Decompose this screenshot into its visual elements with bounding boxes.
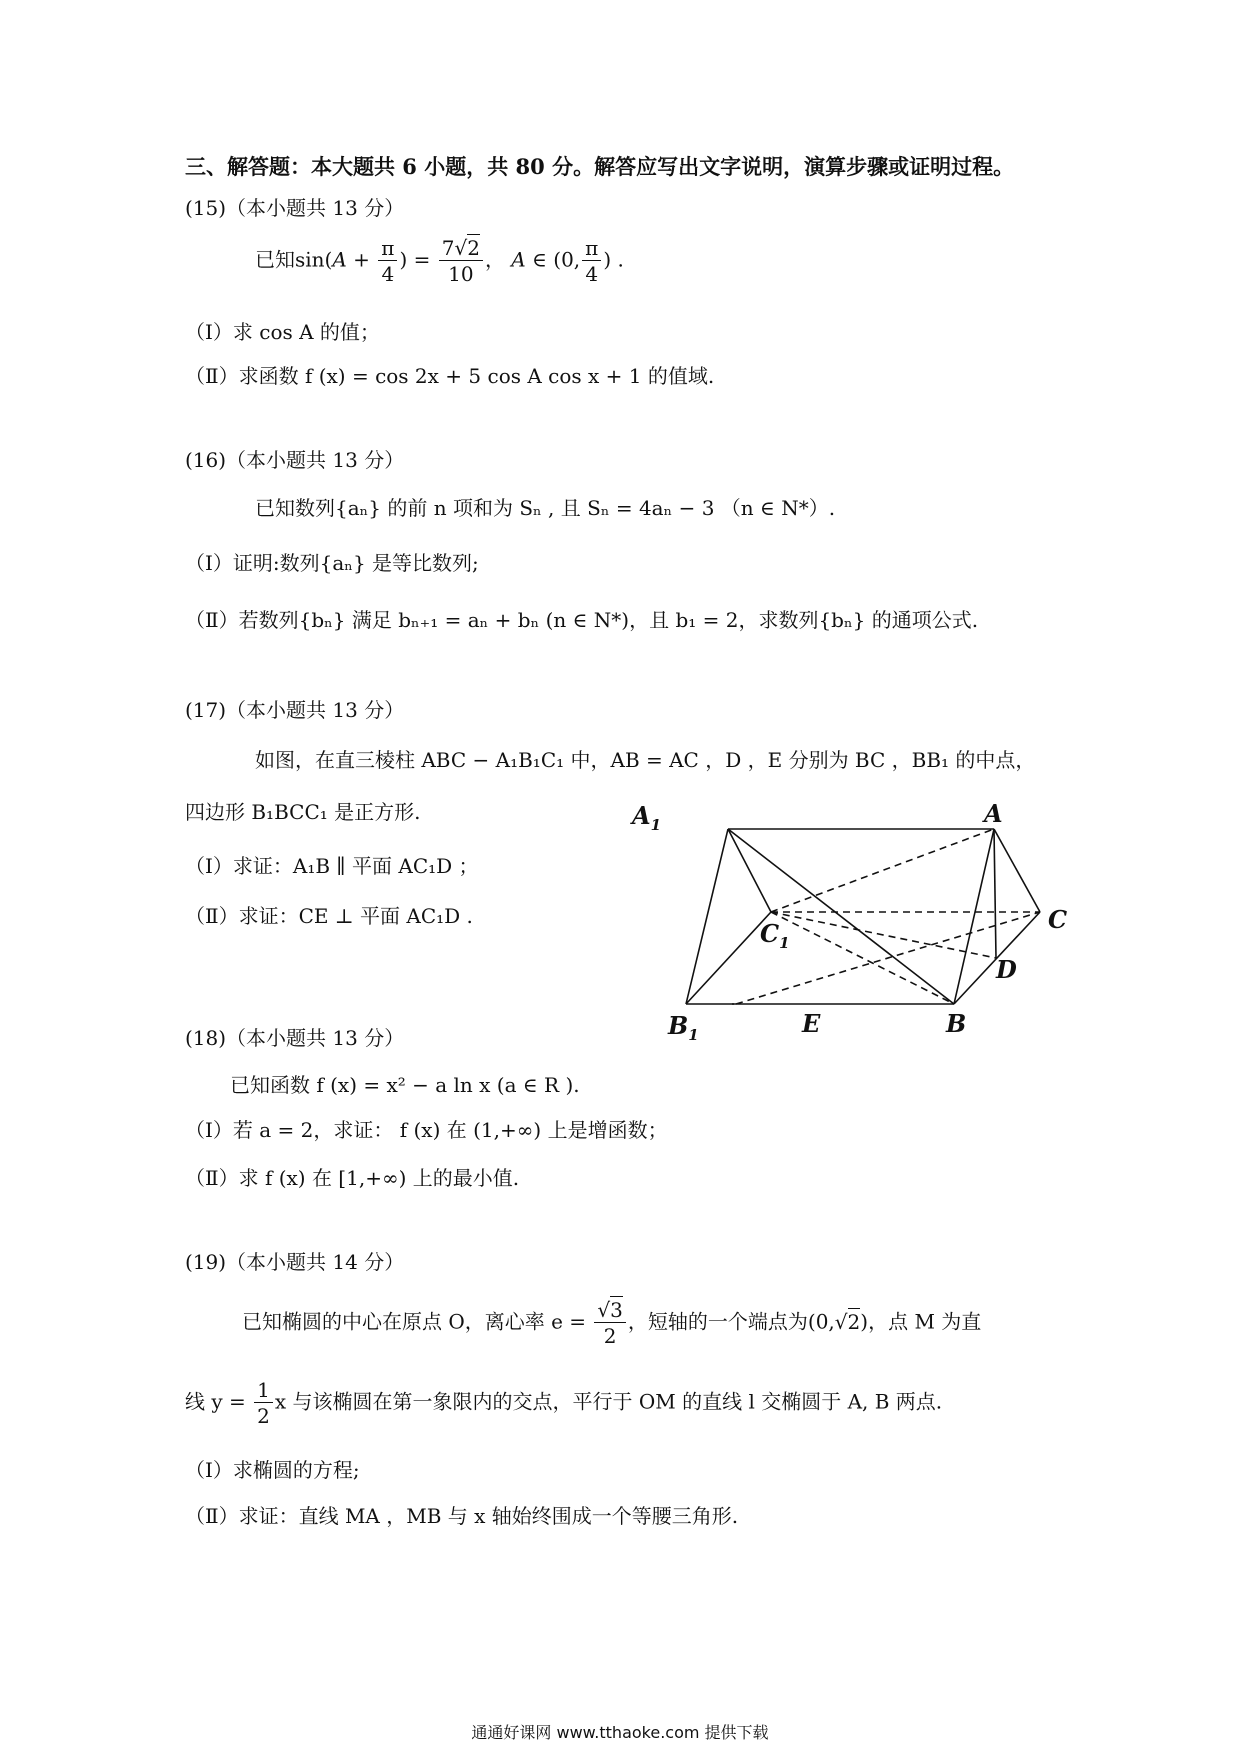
q16-part1-label: （Ⅰ） <box>185 551 233 575</box>
prism-svg <box>632 799 1076 1050</box>
q17-part2-text: 求证：CE ⊥ 平面 AC₁D . <box>238 904 473 928</box>
q15-stem-plus: + <box>346 247 377 272</box>
q15-stem-in: ∈ (0, <box>525 247 581 272</box>
q17-part1 <box>185 856 479 876</box>
q15-part2-label: （Ⅱ） <box>185 364 239 388</box>
q19-part1-label: （Ⅰ） <box>185 1458 233 1482</box>
q15-frac1-num: π <box>378 238 397 261</box>
label-a: A <box>984 799 1003 828</box>
q15-frac-value <box>439 238 483 284</box>
edge-a1-b <box>728 829 954 1004</box>
label-a1: $A_1$ <box>632 801 662 834</box>
q19-header: (19)（本小题共 14 分） <box>185 1250 405 1274</box>
q18-part1-label: （Ⅰ） <box>185 1118 233 1142</box>
q19-ecc-num <box>594 1300 625 1323</box>
q15-header: (15)（本小题共 13 分） <box>185 196 405 220</box>
q19-endpoint-rad: 2 <box>847 1309 861 1334</box>
q19-endpoint-sqrt-symbol: √ <box>834 1309 848 1334</box>
q16-part2 <box>185 610 978 630</box>
label-b: B <box>946 1009 967 1038</box>
edge-a-b <box>954 829 994 1004</box>
q15-stem-var: A <box>332 247 347 272</box>
q15-part2-text: 求函数 f (x) = cos 2x + 5 cos A cos x + 1 的值域. <box>238 364 715 388</box>
q15-frac-pi-over-4 <box>378 238 397 284</box>
q15-frac1-den: 4 <box>381 262 395 286</box>
q15-stem-var2: A <box>511 247 526 272</box>
q16-part2-text: 若数列{bₙ} 满足 bₙ₊₁ = aₙ + bₙ (n ∈ N*)，且 b₁ = 2，求数列{bₙ} 的通项公式. <box>238 608 979 632</box>
edge-c1-a <box>771 829 994 912</box>
q17-part2-label: （Ⅱ） <box>185 904 239 928</box>
q19-part2-label: （Ⅱ） <box>185 1504 239 1528</box>
q17-stem-line2: 四边形 B₁BCC₁ 是正方形. <box>185 800 421 824</box>
q18-header: (18)（本小题共 13 分） <box>185 1026 405 1050</box>
q15-frac3-num: π <box>582 238 601 261</box>
q17-part1-label: （Ⅰ） <box>185 854 233 878</box>
q19-ecc-rad: 3 <box>610 1298 623 1322</box>
q19-ecc-frac <box>594 1300 625 1346</box>
q19-ecc-den: 2 <box>603 1324 617 1348</box>
q16-header: (16)（本小题共 13 分） <box>185 448 405 472</box>
prism-diagram <box>632 799 1076 1050</box>
q15-frac2-num <box>439 238 483 261</box>
edge-a1-b1 <box>686 829 728 1004</box>
section-heading: 三、解答题：本大题共 6 小题，共 80 分。解答应写出文字说明，演算步骤或证明过程。 <box>185 154 1015 179</box>
q19-stem-a: 已知椭圆的中心在原点 O，离心率 e = <box>242 1309 593 1334</box>
q18-stem: 已知函数 f (x) = x² − a ln x (a ∈ R ). <box>230 1073 580 1097</box>
q19-line2-a: 线 y = <box>185 1389 253 1414</box>
q15-part2 <box>185 366 714 386</box>
q19-line2-b: x 与该椭圆在第一象限内的交点，平行于 OM 的直线 l 交椭圆于 A, B 两点. <box>274 1389 943 1414</box>
q15-frac-pi-over-4-b <box>582 238 601 284</box>
q19-part2 <box>185 1506 738 1526</box>
q19-part1 <box>185 1460 360 1480</box>
edge-a-c <box>994 829 1040 912</box>
q16-part2-label: （Ⅱ） <box>185 608 239 632</box>
edge-a1-c1 <box>728 829 771 912</box>
label-b1: $B_1$ <box>668 1011 699 1044</box>
q15-stem-prefix: 已知 <box>255 247 295 272</box>
label-e: E <box>802 1009 821 1038</box>
q15-stem <box>255 238 624 284</box>
q17-header: (17)（本小题共 13 分） <box>185 698 405 722</box>
q19-ecc-sqrt-symbol: √ <box>597 1298 611 1322</box>
q17-part1-text: 求证：A₁B ∥ 平面 AC₁D ； <box>232 854 479 878</box>
footer-source: 通通好课网 www.tthaoke.com 提供下载 <box>471 1723 769 1742</box>
q19-slope-num: 1 <box>254 1380 273 1403</box>
q15-stem-sep: ， <box>484 247 512 272</box>
q18-part1 <box>185 1120 668 1140</box>
q15-frac2-den: 10 <box>448 262 474 286</box>
q17-part2 <box>185 906 473 926</box>
edge-a-d <box>994 829 996 958</box>
q15-stem-end: ) . <box>603 247 624 272</box>
q19-slope-frac <box>254 1380 273 1426</box>
q16-stem: 已知数列{aₙ} 的前 n 项和为 Sₙ , 且 Sₙ = 4aₙ − 3 （n ∈ N*）. <box>255 496 836 520</box>
q15-frac3-den: 4 <box>585 262 599 286</box>
label-d: D <box>996 955 1017 984</box>
q15-stem-func: sin( <box>295 247 333 272</box>
q16-part1-text: 证明:数列{aₙ} 是等比数列; <box>232 551 479 575</box>
q19-part2-text: 求证：直线 MA ，MB 与 x 轴始终围成一个等腰三角形. <box>238 1504 739 1528</box>
q19-part1-text: 求椭圆的方程; <box>232 1458 360 1482</box>
edge-c1-d <box>771 912 996 958</box>
q19-slope-den: 2 <box>257 1404 270 1428</box>
q15-stem-eq: ) = <box>399 247 437 272</box>
label-c: C <box>1048 905 1068 934</box>
q18-part2-label: （Ⅱ） <box>185 1166 239 1190</box>
q15-frac2-coef: 7 <box>441 236 455 260</box>
q18-part2 <box>185 1168 519 1188</box>
q18-part1-text: 若 a = 2，求证： f (x) 在 (1,+∞) 上是增函数； <box>232 1118 668 1142</box>
q19-stem-b: ，短轴的一个端点为(0, <box>627 1309 835 1334</box>
q19-stem-line2 <box>185 1380 942 1426</box>
q15-part1-text: 求 cos A 的值； <box>232 320 380 344</box>
q15-part1-label: （Ⅰ） <box>185 320 233 344</box>
q15-frac2-rad: 2 <box>467 236 480 260</box>
q15-sqrt-symbol: √ <box>454 236 468 260</box>
q16-part1 <box>185 553 479 573</box>
q17-stem-line1: 如图，在直三棱柱 ABC − A₁B₁C₁ 中，AB = AC ，D ，E 分别为 BC ，BB₁ 的中点， <box>255 748 1036 772</box>
edge-c1-b <box>771 912 954 1004</box>
q15-part1 <box>185 322 380 342</box>
q19-stem-c: )，点 M 为直 <box>860 1309 982 1334</box>
q19-stem <box>242 1300 981 1346</box>
q18-part2-text: 求 f (x) 在 [1,+∞) 上的最小值. <box>238 1166 520 1190</box>
label-c1: $C_1$ <box>760 919 790 952</box>
